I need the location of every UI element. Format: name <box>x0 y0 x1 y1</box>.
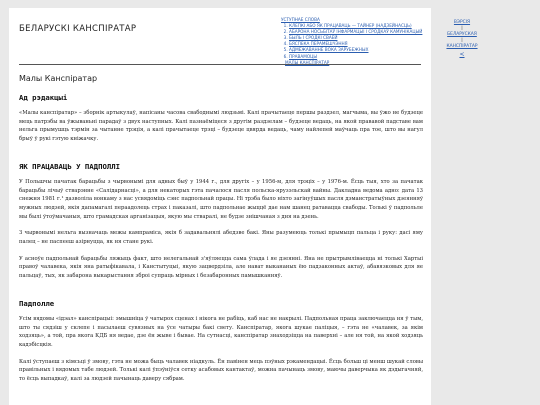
table-of-contents <box>281 17 429 66</box>
back-arrow-icon[interactable]: < <box>459 50 465 58</box>
paragraph: У асноўе падпольнай барацьбы ляжыць факт, што нелегальнай з'яўляецца сама ўлада і яе дзеянні. Яна не прытрымліваецца ні толькі Хартыі правоў чалавека, якія яна ратыфікавала, і Канстытуцыі, якую зацвердзіла, але нават выкананых ёю падзаконных актаў, абавязковых для яе пальцаў, тых, як забарона выкарыстання зброі супраць мірных і безабаронных памышканняў. <box>19 255 423 280</box>
page-sheet <box>9 8 431 405</box>
nav-separator: | <box>461 25 463 31</box>
document-title: Малы Канспіратар <box>19 74 98 83</box>
nav-link-conspirator[interactable]: КАНСПІРАТАР <box>446 43 478 49</box>
section-how-to-work <box>19 162 423 281</box>
toc-list <box>281 23 429 60</box>
nav-separator: | <box>461 37 463 43</box>
right-navigation <box>432 20 492 57</box>
nav-link-version[interactable]: ВЭРСІЯ <box>453 20 471 25</box>
site-title: БЕЛАРУСКІ КАНСПІРАТАР <box>19 24 137 34</box>
paragraph: Усім вядомы «ідэал» канспірацыі: эмышніца ў чатырох сценах і нікога не рабіць, каб нас не накрылі. Падпольная праца заключаецца ня ў тым, што ты сядзіш у склепе і пасылаеш сувязных на ўсе чатыры бакі свету. Канспіратар, якога шукае паліцыя, – гэта не «чалавек, за якім ходзяць», а той, пра якога КДБ ня ведае, дзе ён жыве і бывае. На сутнасці, канспіратар знаходзіцца на паверхні – але ня той, на якой ходзяць кадэбісцкія. <box>19 315 423 348</box>
section-underground <box>19 299 423 384</box>
toc-item[interactable]: 5. АДМЕЖАВАННЕ ВОКА ЗАРУБЕЖНЫХ <box>289 47 429 53</box>
toc-item[interactable]: 4. БЯСПЕКА ПЕРАМЕШЧЭННЯ <box>289 41 429 47</box>
toc-item[interactable]: 2. АБАРОНА НОСЬБІТАЎ ІНФАРМАЦЫІ І СРОДКАЎ КАМУНІКАЦЫЙ <box>289 29 429 35</box>
toc-item[interactable]: 3. БЫЛЬ І СРОДКІ СВАЕЙ <box>289 35 429 41</box>
paragraph: «Малы канспіратар» – зборнік артыкулаў, напісаны часова свабоднымі людзьмі. Калі прачытаеце першы раздзел, магчыма, вы ўжо не будзеце мець патрэбы ва ўжываньні парадаў з двух наступных. Калі пазнаёміцеся з другім раздзелам – будзеце ведаць, на якой прававой падставе вам нельга прымушць тэрмін за чытанне трэція, а калі прачытаеце трэці – будзеце цвярда ведаць, чаму найлепей маўчаць пра тое, што вы нагул брыў ў рукі гэтую кніжачку. <box>19 110 423 143</box>
paragraph: Калі ўступаеш з кімсьці ў змову, гэта не можа быць чалавек ніадкуль. Ён павінен мець пэўных рэкамендацыі. Ёсць больш ці менш шукай словы правільных і вядомых табе людзей. Толькі калі ўпэўніўся сетку асабовых кантактаў, можна пачынаць змову, маючы даверчыка як дэдыгачняй, то ёсць выпадкаў, калі за людзей пачынаць даверу сябрам. <box>19 358 423 383</box>
paragraph: У Польшчы пачатак барацьбы з чырвонымі для адных быў у 1944 г., для другіх – у 1956-м, для трэціх – у 1976-м. Ёсць тыя, хто за пачатак барацьбы лічыў стварэнне «Салідарнасці», а для некаторых гэта пачалося пасля польска-ярузэльскай вайны. Дакладна ведома адно: дата 13 снежня 1981 г.¹ дазволіла вонкаму з нас усвядоміць сэнс падпольнай працы. Ні трэба было ніхто загінуўшых пасля дэманстратыўных дзеянняў мужных людзей, якія дапамагалі пераадолець страх і паказалі, што падпольнае жыццё дае нам шанец ратавацца свабоды. Толькі ў падпольле мы былі ўтоўмачаныя, што грамадская арганізацыя, якую мы стваралі, не будзе знішчаная з дня на дзень. <box>19 178 423 220</box>
header-divider <box>19 64 421 65</box>
document-body <box>19 93 423 402</box>
section-heading: Падполле <box>19 298 55 308</box>
section-editorial <box>19 93 423 144</box>
toc-item[interactable]: 6. ПРАВАМОЦЫ <box>289 54 429 60</box>
toc-link-small-conspirator[interactable]: МАЛЫ КАНСПІРАТАР <box>285 59 330 65</box>
paragraph: З чырвонымі нельга вызначаць межы кампраміса, якія б задавальнялі абедзве бакі. Яны разумеюць толькі прымыцп пальца і руку: дасі яму палец – не паспееш азірнуцца, як ня стане рукі. <box>19 230 423 246</box>
section-heading: ЯК ПРАЦАВАЦЬ У ПАДПОЛЛІ <box>19 161 121 171</box>
section-heading: Ад рэдакцыі <box>19 93 68 102</box>
nav-link-belarusian[interactable]: БЕЛАРУСКАЯ <box>447 31 477 37</box>
toc-item[interactable]: 1. КЛЕПКІ АБО ЯК ПРАЦАВАЦЬ — ТАЙНЕР (НАДЗЕЙНАСЦЬ) <box>289 23 429 29</box>
toc-link-intro[interactable]: УСТУПНАЕ СЛОВА <box>281 17 320 22</box>
